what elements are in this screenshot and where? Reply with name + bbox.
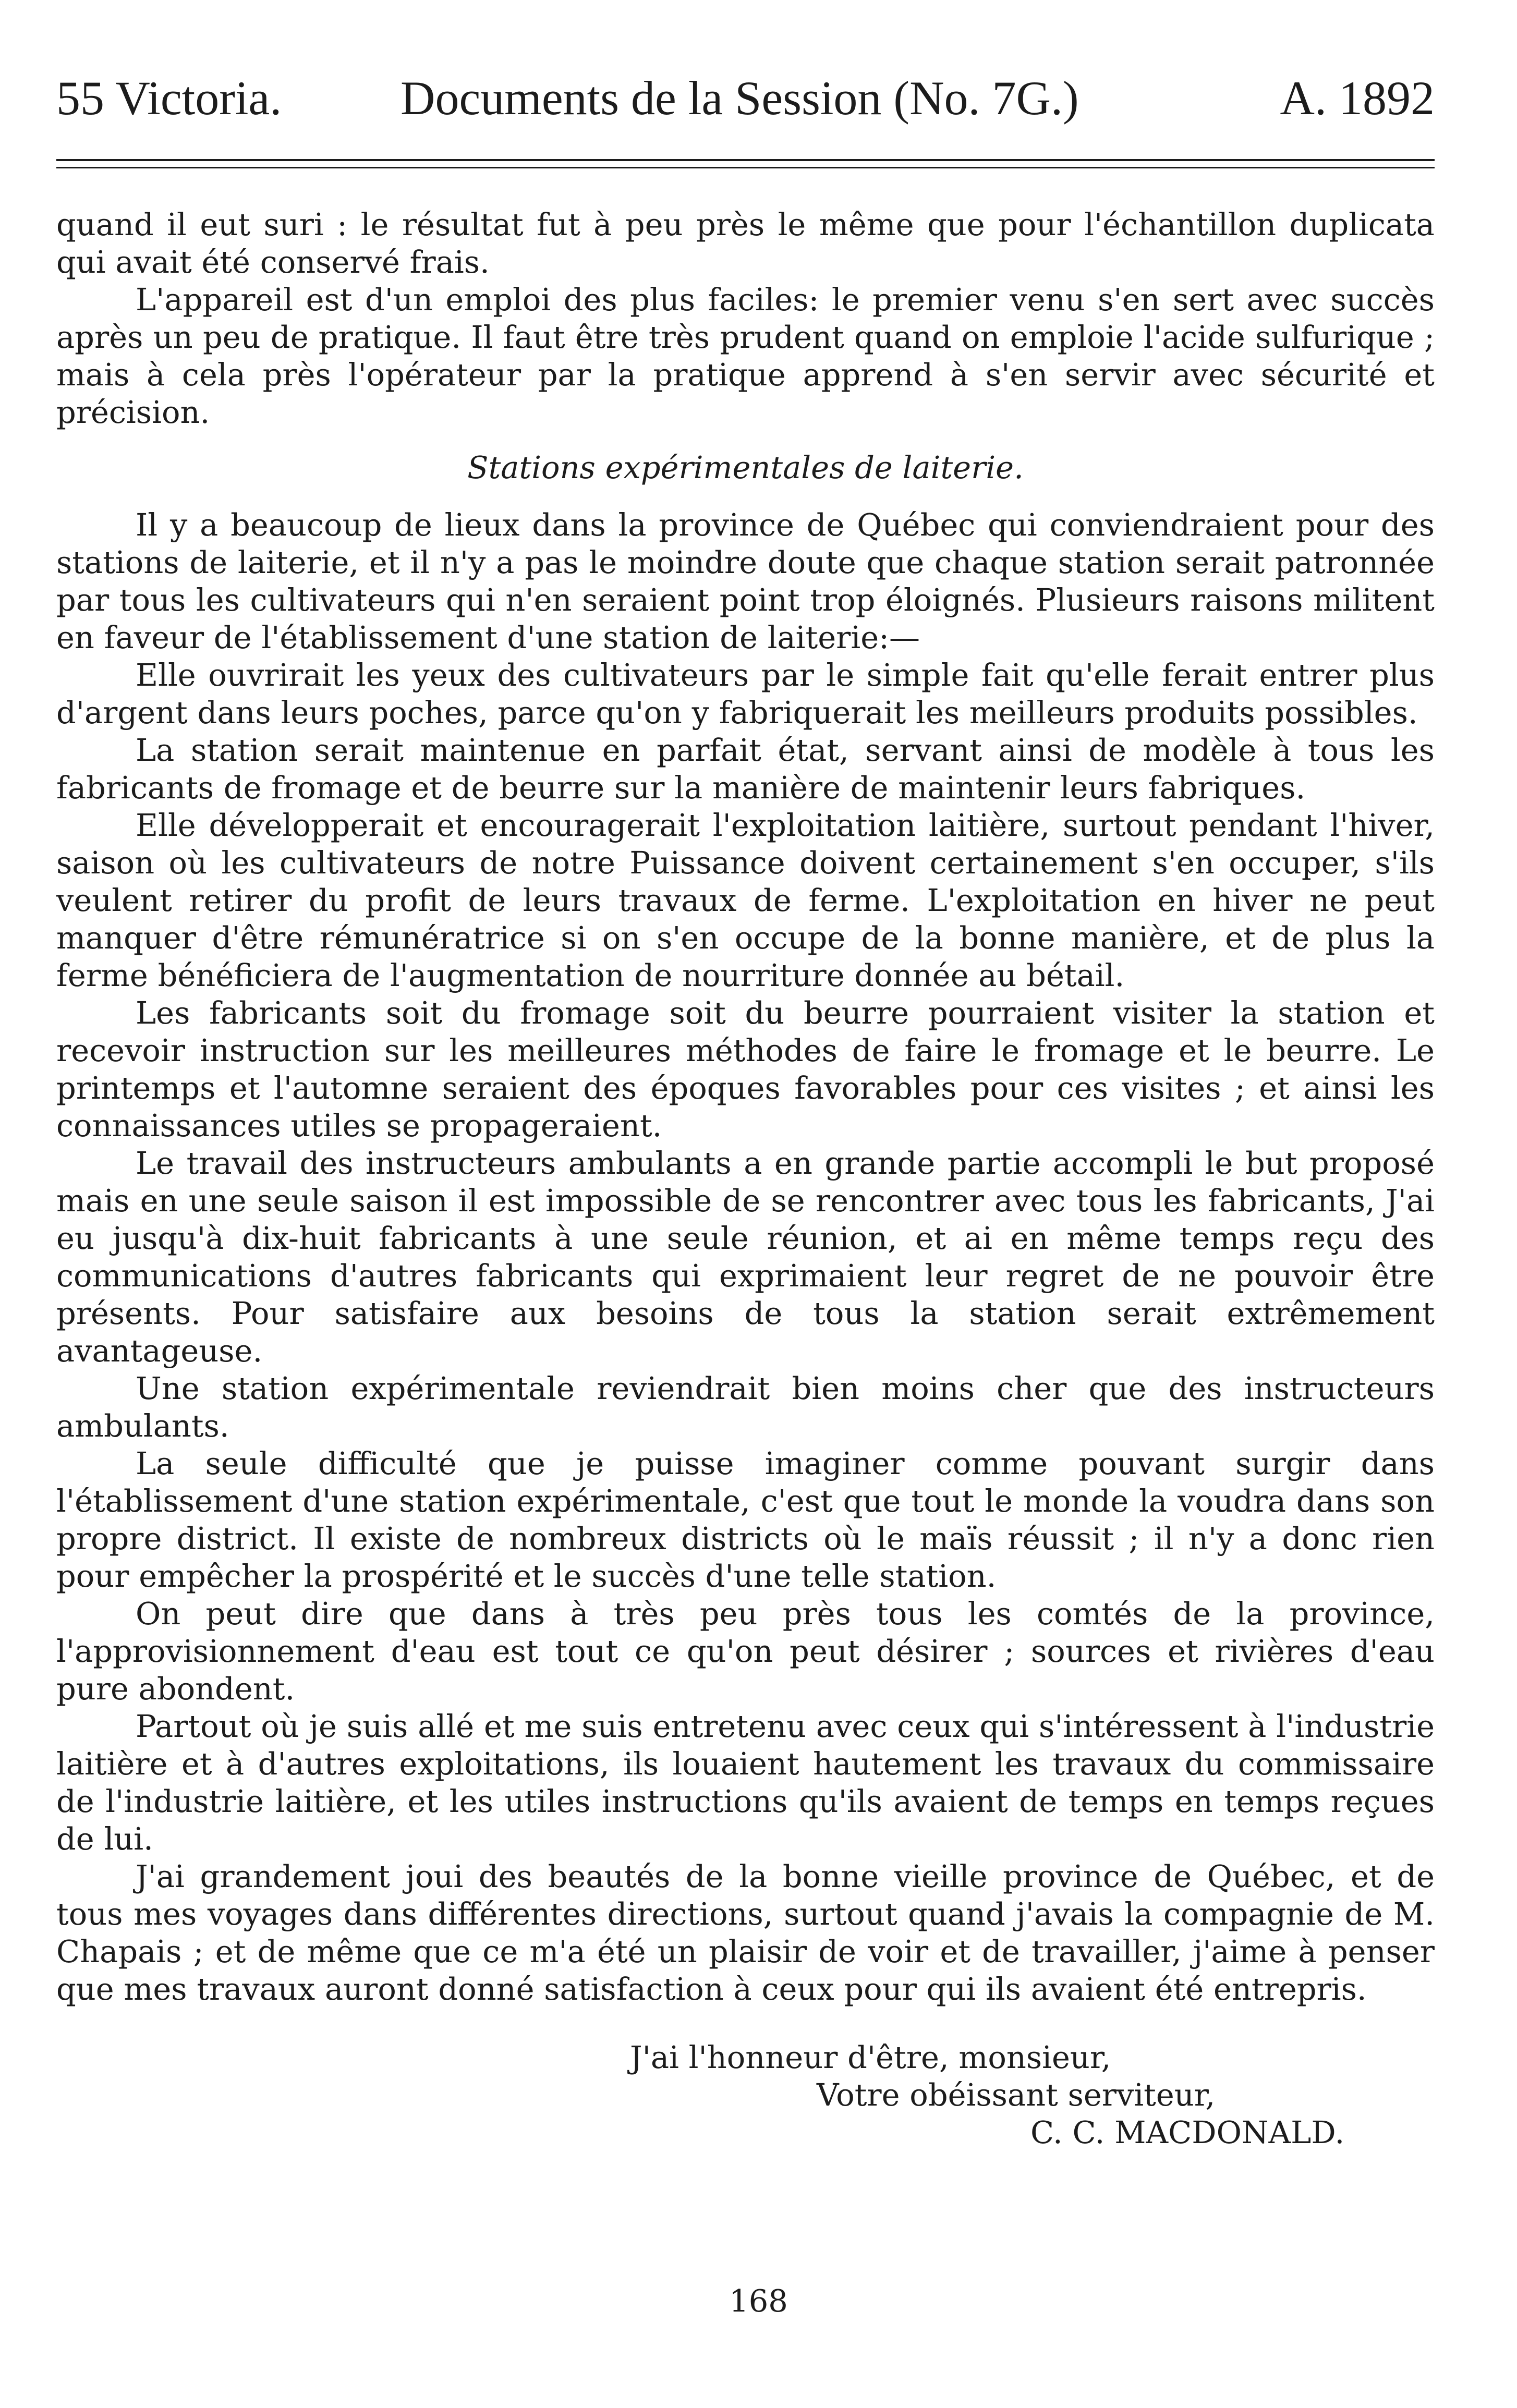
paragraph-continuation: quand il eut suri : le résultat fut à peu près le même que pour l'échantillon duplicata qui avait été conservé frais. <box>56 206 1435 280</box>
header-year: A. 1892 <box>1280 71 1435 125</box>
header-rule-bottom <box>56 167 1435 168</box>
paragraph: Le travail des instructeurs ambulants a en grande partie accompli le but proposé mais en une seule saison il est impossible de se rencontrer avec tous les fabricants, J'ai eu jusqu'à dix-huit fabricants à une seule réunion, et ai en même temps reçu des communications d'autres fabricants qui exprimaient leur regret de ne pouvoir être présents. Pour satisfaire aux besoins de tous la station serait extrêmement avantageuse. <box>56 1145 1435 1369</box>
closing-salutation: J'ai l'honneur d'être, monsieur, <box>630 2039 1111 2075</box>
paragraph: Partout où je suis allé et me suis entretenu avec ceux qui s'intéressent à l'industrie laitière et à d'autres exploitations, ils louaient hautement les travaux du commissaire de l'industrie laitière, et les utiles instructions qu'ils avaient de temps en temps reçues de lui. <box>56 1708 1435 1857</box>
header-title: Documents de la Session (No. 7G.) <box>401 71 1079 125</box>
paragraph: On peut dire que dans à très peu près tous les comtés de la province, l'approvisionnement d'eau est tout ce qu'on peut désirer ; sources et rivières d'eau pure abondent. <box>56 1596 1435 1707</box>
paragraph: J'ai grandement joui des beautés de la bonne vieille province de Québec, et de tous mes voyages dans différentes directions, surtout quand j'avais la compagnie de M. Chapais ; et de même que ce m'a été un plaisir de voir et de travailler, j'aime à penser que mes travaux auront donné satisfaction à ceux pour qui ils avaient été entrepris. <box>56 1858 1435 2007</box>
header-rule-top <box>56 159 1435 161</box>
paragraph: L'appareil est d'un emploi des plus faciles: le premier venu s'en sert avec succès après un peu de pratique. Il faut être très prudent quand on emploie l'acide sulfurique ; mais à cela près l'opérateur par la pratique apprend à s'en servir avec sécurité et précision. <box>56 282 1435 430</box>
paragraph: La station serait maintenue en parfait état, servant ainsi de modèle à tous les fabricants de fromage et de beurre sur la manière de maintenir leurs fabriques. <box>56 732 1435 806</box>
body-text <box>56 206 1435 2008</box>
running-header <box>56 67 1435 129</box>
paragraph: La seule difficulté que je puisse imaginer comme pouvant surgir dans l'établissement d'une station expérimentale, c'est que tout le monde la voudra dans son propre district. Il existe de nombreux districts où le maïs réussit ; il n'y a donc rien pour empêcher la prospérité et le succès d'une telle station. <box>56 1445 1435 1594</box>
signature: C. C. MACDONALD. <box>1030 2114 1345 2150</box>
section-heading: Stations expérimentales de laiterie. <box>467 449 1024 485</box>
page-number: 168 <box>729 2283 788 2319</box>
paragraph: Les fabricants soit du fromage soit du beurre pourraient visiter la station et recevoir instruction sur les meilleures méthodes de faire le fromage et le beurre. Le printemps et l'automne seraient des époques favorables pour ces visites ; et ainsi les connaissances utiles se propageraient. <box>56 995 1435 1144</box>
closing-servant: Votre obéissant serviteur, <box>817 2077 1216 2113</box>
paragraph: Elle développerait et encouragerait l'exploitation laitière, surtout pendant l'hiver, saison où les cultivateurs de notre Puissance doivent certainement s'en occuper, s'ils veulent retirer du profit de leurs travaux de ferme. L'exploitation en hiver ne peut manquer d'être rémunératrice si on s'en occupe de la bonne manière, et de plus la ferme bénéficiera de l'augmentation de nourriture donnée au bétail. <box>56 807 1435 993</box>
paragraph: Elle ouvrirait les yeux des cultivateurs par le simple fait qu'elle ferait entrer plus d'argent dans leurs poches, parce qu'on y fabriquerait les meilleurs produits possibles. <box>56 657 1435 731</box>
paragraph: Une station expérimentale reviendrait bien moins cher que des instructeurs ambulants. <box>56 1370 1435 1444</box>
header-volume: 55 Victoria. <box>56 71 282 125</box>
paragraph: Il y a beaucoup de lieux dans la province de Québec qui conviendraient pour des stations de laiterie, et il n'y a pas le moindre doute que chaque station serait patronnée par tous les cultivateurs qui n'en seraient point trop éloignés. Plusieurs raisons militent en faveur de l'établissement d'une station de laiterie:— <box>56 507 1435 655</box>
